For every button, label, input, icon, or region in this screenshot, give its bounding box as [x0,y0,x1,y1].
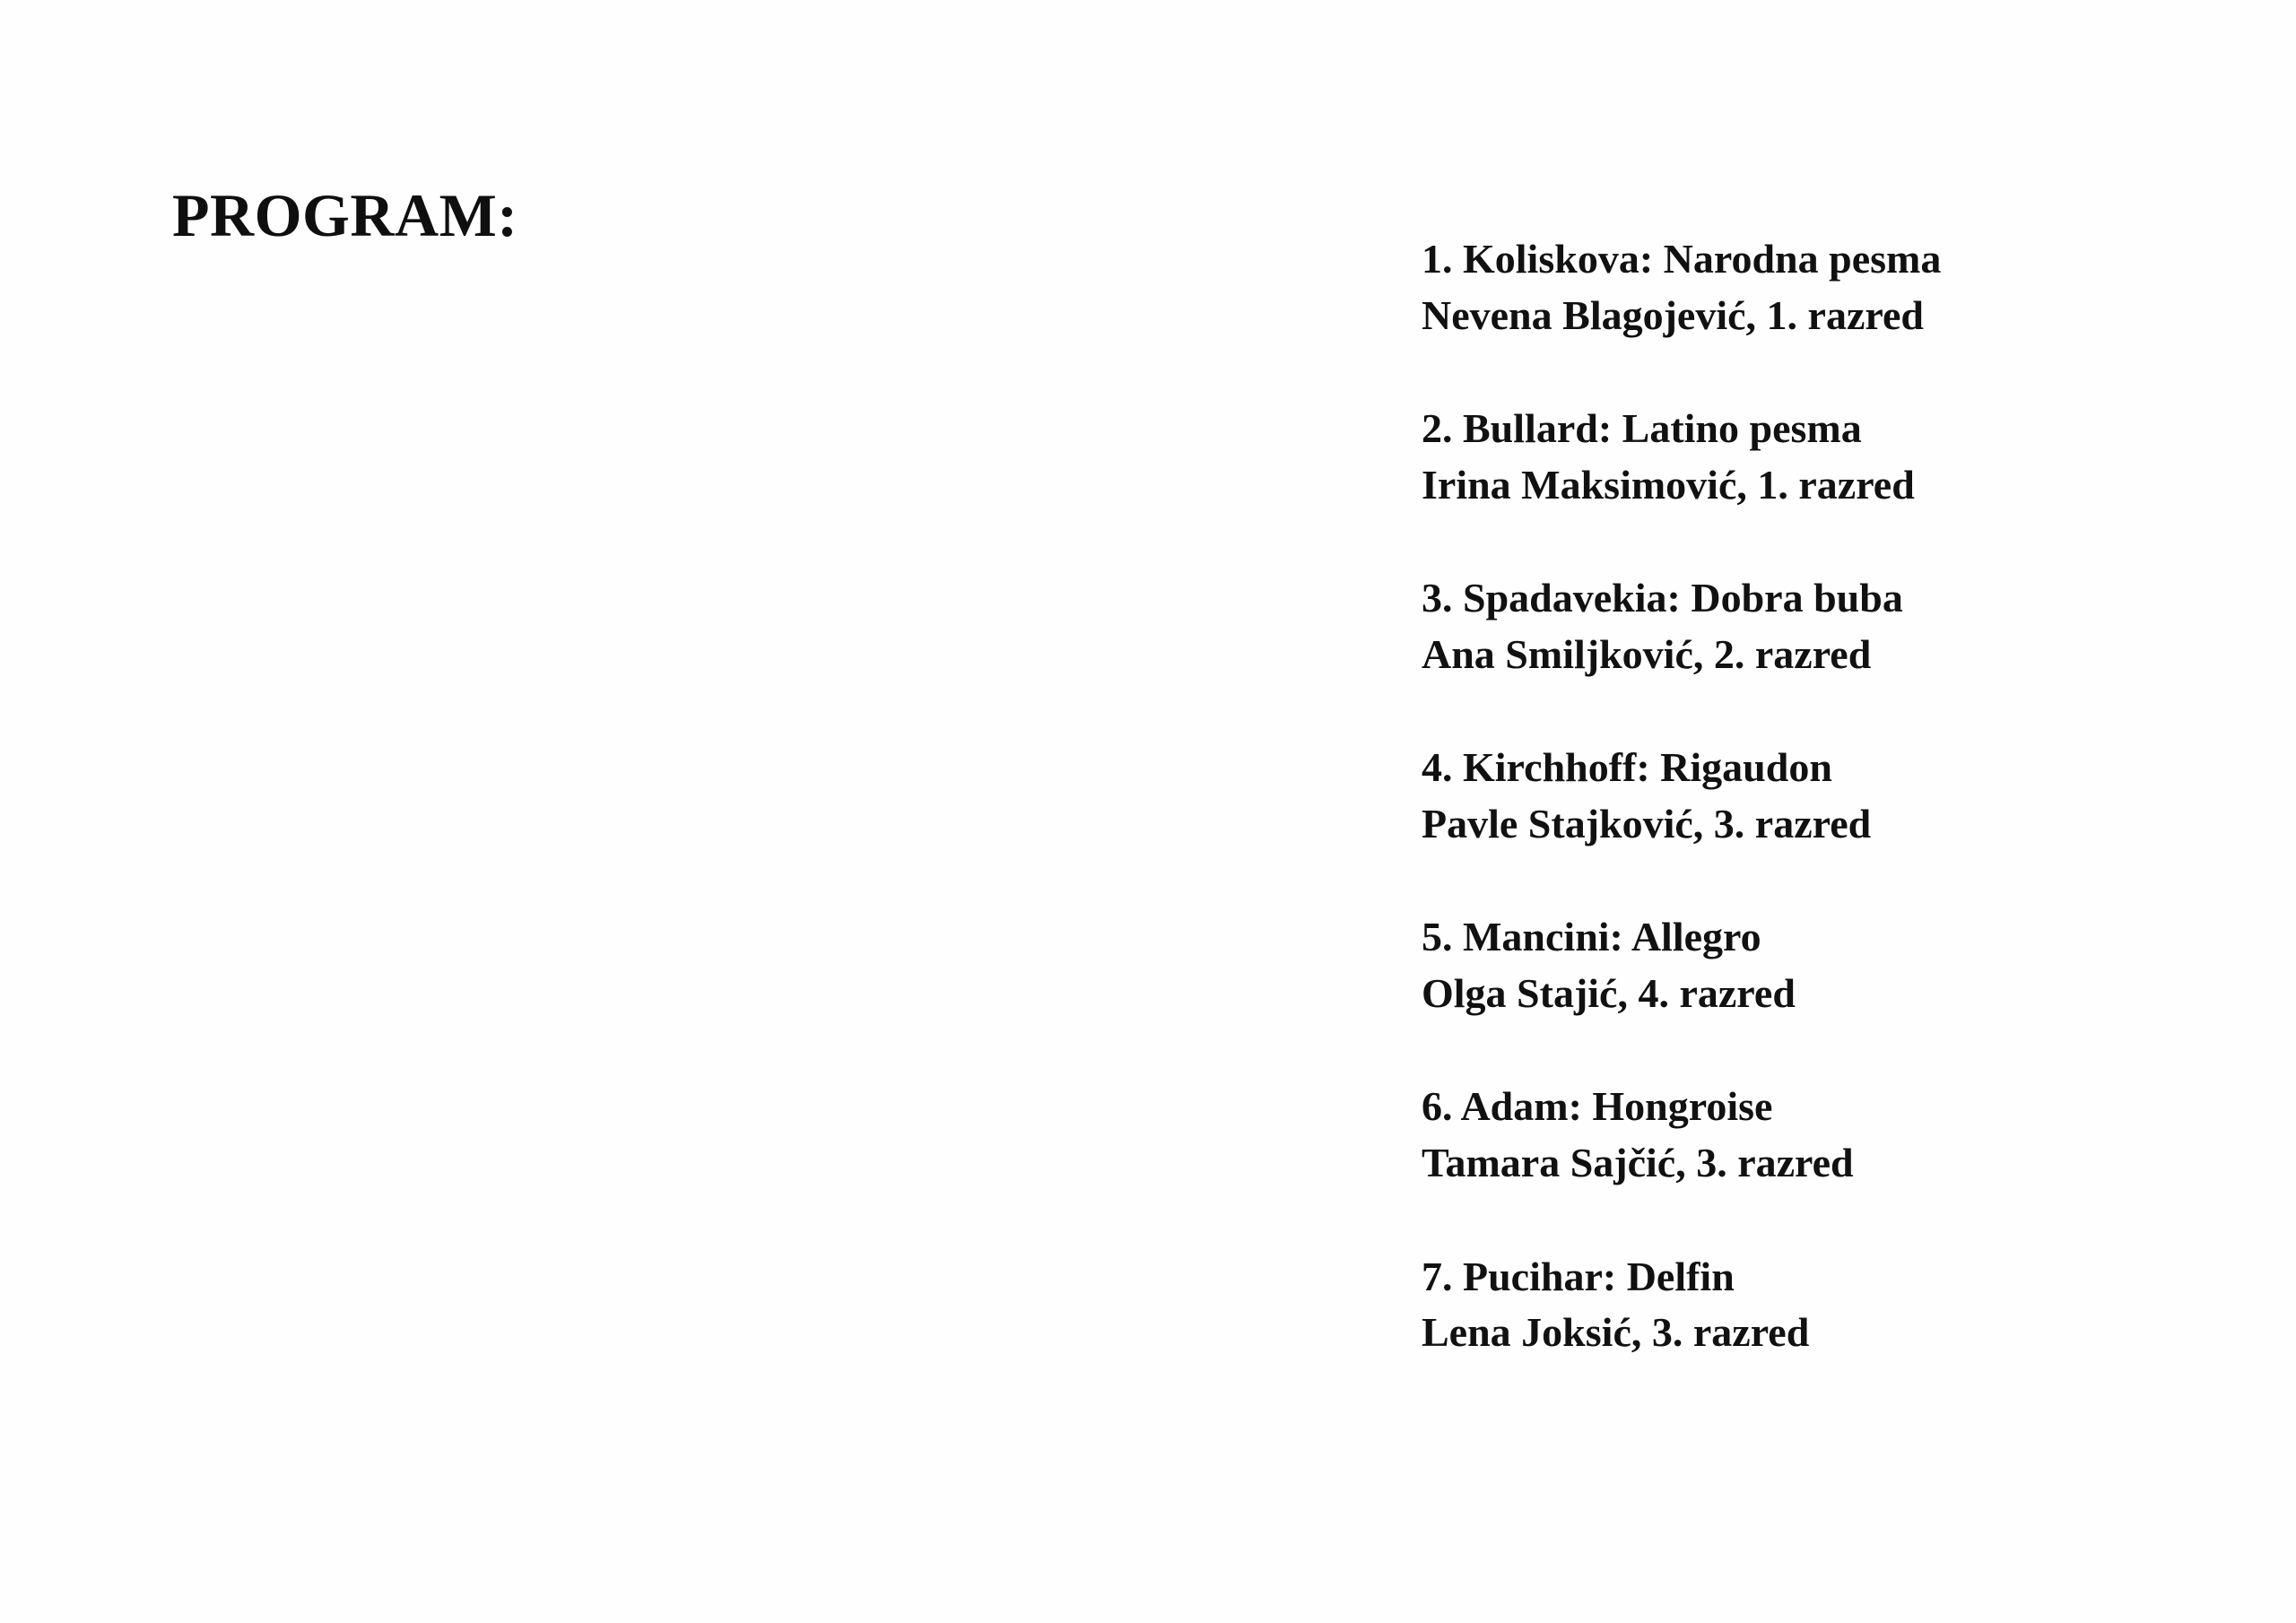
list-item [1422,909,2229,1021]
program-performer: Irina Maksimović, 1. razred [1422,461,1915,508]
program-piece: 2. Bullard: Latino pesma [1422,405,1862,452]
list-item [1422,1079,2229,1191]
program-list [1422,231,2229,1361]
page-title: PROGRAM: [172,181,518,249]
program-performer: Tamara Sajčić, 3. razred [1422,1140,1854,1186]
list-item [1422,401,2229,513]
list-item [1422,570,2229,682]
program-performer: Olga Stajić, 4. razred [1422,969,1796,1016]
list-item [1422,1249,2229,1361]
program-performer: Ana Smiljković, 2. razred [1422,630,1872,677]
program-piece: 4. Kirchhoff: Rigaudon [1422,744,1832,791]
program-piece: 7. Pucihar: Delfin [1422,1253,1735,1299]
program-piece: 5. Mancini: Allegro [1422,914,1761,960]
program-performer: Pavle Stajković, 3. razred [1422,800,1872,846]
program-piece: 3. Spadavekia: Dobra buba [1422,575,1903,621]
list-item [1422,231,2229,343]
program-performer: Lena Joksić, 3. razred [1422,1309,1810,1356]
program-performer: Nevena Blagojević, 1. razred [1422,291,1924,338]
list-item [1422,740,2229,852]
program-piece: 6. Adam: Hongroise [1422,1083,1773,1130]
program-piece: 1. Koliskova: Narodna pesma [1422,236,1942,282]
